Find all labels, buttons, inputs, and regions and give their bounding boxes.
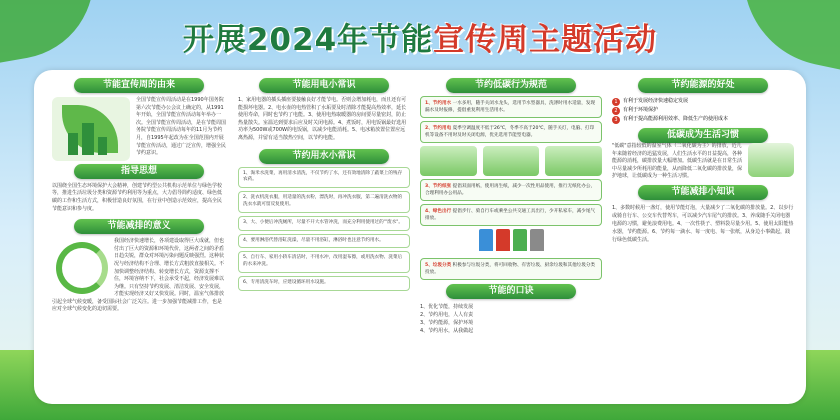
behavior-item <box>420 121 602 143</box>
page-title-main: 开展2024年节能 <box>182 22 434 58</box>
behavior-item-text: 提倡双面用纸，使用再生纸，减少一次性用品使用，推行无纸化办公，合理利用办公用品。 <box>425 184 596 196</box>
green-city-illustration <box>52 97 130 161</box>
section-significance-body <box>52 238 226 314</box>
section-significance <box>52 219 226 314</box>
section-origin-body <box>52 97 226 158</box>
eco-picture <box>420 146 477 176</box>
section-power-tips-header: 节能用电小常识 <box>259 78 389 93</box>
section-water-tips-header: 节约用水小常识 <box>259 149 389 164</box>
section-emission-tips-text: 1、多数时候用一盏灯，使用节能灯泡，大量减少了二氧化碳的排放量。2、以步行或骑自行车、公交车代替驾车，可以减少汽车尾气的排放。3、养成随手关闭电器电源的习惯，避免浪费用电。4、一次性筷子、塑料袋尽量少用。5、使用太阳能热水器，节约能源。6、节约每一滴水、每一度电、每一张纸，从身边小事做起，践行绿色低碳生活。 <box>612 204 794 243</box>
building-shape <box>82 123 94 155</box>
benefit-item-text: 有利于环境保护 <box>623 107 659 113</box>
slogan-item: 3、节约能源，保护环境 <box>420 320 474 326</box>
recycle-ring-icon <box>56 242 108 294</box>
section-origin <box>52 78 226 158</box>
bin-icon <box>530 229 544 251</box>
section-emission-tips-header: 节能减排小知识 <box>638 185 768 200</box>
recycle-bins-illustration <box>420 229 602 255</box>
eco-picture <box>483 146 540 176</box>
behavior-item-text: 夏季空调温度不低于26℃，冬季不高于20℃，随手关灯，电脑、打印机等设备不用时及时关闭电源，优先选用节能型电器。 <box>425 126 595 138</box>
section-low-carbon-header: 节约低碳行为规范 <box>446 78 576 93</box>
building-shape <box>68 133 78 155</box>
section-benefits-header: 节约能源的好处 <box>638 78 768 93</box>
section-slogans-header: 节能的口诀 <box>446 284 576 299</box>
benefit-item <box>612 115 794 124</box>
content-board <box>34 70 806 404</box>
section-low-carbon-habit-header: 低碳成为生活习惯 <box>638 128 768 143</box>
page-title <box>0 14 840 59</box>
slogan-item: 2、节约用电，人人有责 <box>420 312 474 318</box>
water-tip: 5、自行车、家用小轿车清洁时，不用水冲，改用湿布擦，或用洗衣物、洗菜后的水来冲洗。 <box>238 251 410 273</box>
section-power-tips-text: 1、家用电器的插头插座要接触良好才能节电。否则会增加耗电，而且还有可能损坏电器。2、电水壶的电热管积了水垢要及时清除才能提高热效率，延长使用寿命，同时也节约了电能。3、使用电热取暖器的房间要尽量密封，防止热量散失。室温达到要求后应及时关闭电源。4、煮饭时，用电饭锅最好选用功率为500W或700W的电饭锅，以减少电能消耗。5、电冰箱放置位置应远离热源，并留有适当散热空间，以节约电能。 <box>238 97 407 141</box>
section-power-tips <box>238 78 410 143</box>
slogan-list <box>420 303 602 335</box>
bin-icon <box>496 229 510 251</box>
water-tip: 1、淘米水洗菜，再用清水清洗，不仅节约了水，还有效地清除了蔬菜上的残存农药。 <box>238 167 410 189</box>
section-emission-tips <box>612 185 794 244</box>
section-low-carbon-habit-text: "低碳"意指较低的温室气体（二氧化碳为主）的排放，近几年来随着经济的迅猛发展，人们生活水平的日益提高，各种能源的消耗，碳排放量大幅增加。低碳生活就是在日常生活中尽量减少所耗用的能量，从而降低二氧化碳的排放量，保护地球，让低碳成为一种生活习惯。 <box>612 143 743 180</box>
behavior-item-text: 积极参与垃圾分类，将可回收物、有害垃圾、厨余垃圾和其他垃圾分类投放。 <box>425 263 596 275</box>
behavior-item <box>420 96 602 118</box>
column-3 <box>420 78 602 398</box>
benefit-item <box>612 97 794 106</box>
benefit-item <box>612 106 794 115</box>
behavior-item-text: 提倡步行、骑自行车或乘坐公共交通工具出行，少开私家车，减少尾气排放。 <box>425 209 596 221</box>
slogan-item: 1、优化节能，持续发展 <box>420 304 474 310</box>
behavior-item-title: 3、节约纸张 <box>425 184 452 189</box>
water-tip: 3、大、小便后冲洗厕所，尽量不开大水管冲洗，而充分利用使用过的'"废水"。 <box>238 216 410 231</box>
section-low-carbon-habit-body <box>612 143 794 181</box>
section-significance-text: 我国经济快速增长，各项建设取得巨大成就，但也付出了巨大的资源和环境代价，这两者之间的矛盾日趋尖锐，群众对环境污染问题反映强烈。这种状况与经济结构不合理、增长方式粗放直接相关。不加快调整经济结构、转变增长方式，资源支撑不住，环境容纳不下，社会承受不起，经济发展难以为继。只有坚持节约发展、清洁发展、安全发展，才能实现经济又好又快发展。同时，温室气体排放引起全球气候变暖，备受国际社会广泛关注。进一步加强节能减排工作，也是应对全球气候变化的迫切需要。 <box>52 238 225 313</box>
behavior-item-text: 一水多用，随手关闭水龙头，选用节水型器具，洗涤时用水适量，发现漏水及时报修，提倡重复利用生活用水。 <box>425 101 596 113</box>
water-tip: 4、要用淋浴代替浴缸洗澡，尽量不用浴缸，淋浴时也注意节约用水。 <box>238 234 410 249</box>
benefit-item-text: 有利于发展经济快速稳定发展 <box>623 98 689 104</box>
section-slogans <box>420 284 602 335</box>
number-badge: 3 <box>612 116 620 124</box>
behavior-item-title: 5、垃圾分类 <box>425 263 452 268</box>
section-origin-text: 全国节能宣传周活动是在1990年国务院第六次节能办公会议上确定的，从1991年开始，全国节能宣传活动每年举办一次。全国节能宣传周活动，是在节能周国务院节能宣传周活动每年的11月为节约月，自1995年起改为在全国范围内开展节能宣传活动，通过广泛宣传，增强全民节约意识。 <box>136 97 227 157</box>
column-1 <box>52 78 226 398</box>
column-4 <box>612 78 794 398</box>
ev-charging-illustration <box>748 143 794 177</box>
section-significance-header: 节能减排的意义 <box>74 219 204 234</box>
benefits-list <box>612 97 794 124</box>
bin-icon <box>479 229 493 251</box>
benefit-item-text: 有利于提高能源利用效率、降低生产的使用成本 <box>623 116 729 122</box>
section-water-tips <box>238 149 410 291</box>
section-guiding-idea-header: 指导思想 <box>74 164 204 179</box>
section-low-carbon <box>420 78 602 280</box>
number-badge: 1 <box>612 98 620 106</box>
behavior-item <box>420 179 602 201</box>
column-2 <box>238 78 410 398</box>
eco-icons-row <box>420 146 602 176</box>
section-low-carbon-habit <box>612 128 794 181</box>
behavior-item-title: 2、节约用电 <box>425 126 452 131</box>
section-guiding-idea-text: 以围绕全国生态环境保护大会精神，创建节约型公共机构示范单位与绿色学校等，推进生活垃圾分类和资源节约利用等为重点，大力倡导简约适度、绿色低碳的工作和生活方式，积极营造良好氛围，在行业中创造示范效应，提高全民节能意识和参与度。 <box>52 182 223 212</box>
behavior-item <box>420 204 602 226</box>
bin-icon <box>513 229 527 251</box>
number-badge: 2 <box>612 107 620 115</box>
section-benefits <box>612 78 794 124</box>
recycle-illustration <box>52 238 108 294</box>
section-origin-header: 节能宣传周的由来 <box>74 78 204 93</box>
behavior-item <box>420 258 602 280</box>
section-guiding-idea <box>52 164 226 213</box>
behavior-item-title: 1、节约用水 <box>425 101 452 106</box>
eco-picture <box>545 146 602 176</box>
slogan-item: 4、节约用水，从我做起 <box>420 328 474 334</box>
page-title-accent: 宣传周主题活动 <box>433 22 658 58</box>
water-tip: 2、洗衣机洗衣服，用适量的洗衣粉，漂洗时，再冲洗衣服，第二遍清洗衣物的洗衣水就可留反复使用。 <box>238 191 410 213</box>
water-tip: 6、专用清洗车时，应建设循环用水设施。 <box>238 276 410 291</box>
building-shape <box>98 137 107 155</box>
behavior-item-title: 4、绿色出行 <box>425 209 452 214</box>
